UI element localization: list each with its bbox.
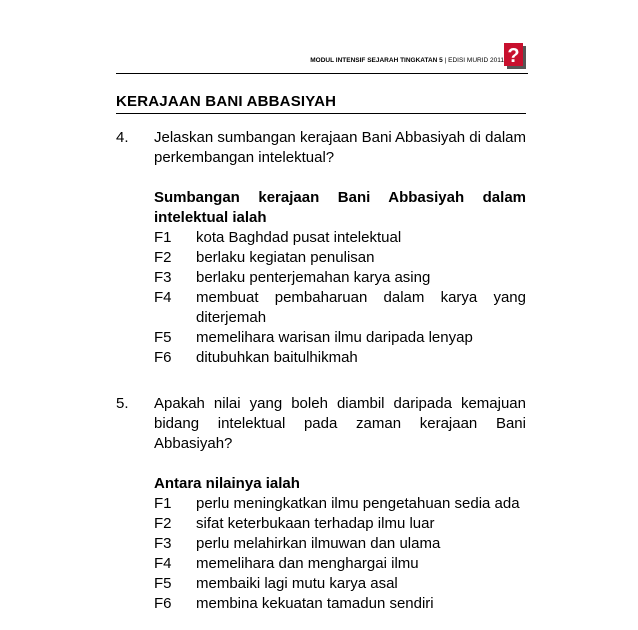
answer-item [154,248,526,268]
answer-item [154,514,526,534]
item-code: F4 [154,555,172,572]
item-text: memelihara dan menghargai ilmu [196,555,419,572]
question-block [116,394,526,614]
item-code: F5 [154,575,172,592]
edition-label: EDISI MURID 2011 [448,57,504,64]
item-code: F4 [154,289,172,306]
item-code: F6 [154,349,172,366]
item-text: berlaku penterjemahan karya asing [196,269,431,286]
module-title: MODUL INTENSIF SEJARAH TINGKATAN 5 [310,57,443,64]
item-text: perlu melahirkan ilmuwan dan ulama [196,535,441,552]
item-code: F2 [154,249,172,266]
answer-item [154,574,526,594]
answer-item [154,554,526,574]
question-number: 5. [116,395,129,412]
section-title-underline [116,113,526,114]
header-separator: | [442,57,449,64]
item-text: memelihara warisan ilmu daripada lenyap [196,329,473,346]
page-header [116,43,528,73]
item-code: F3 [154,269,172,286]
question-mark-logo-icon [504,43,526,69]
answer-item [154,228,526,248]
question-block [116,128,526,368]
answer-item [154,328,526,348]
answer-item [154,268,526,288]
answer-item [154,494,526,514]
item-text: ditubuhkan baitulhikmah [196,349,358,366]
svg-text:?: ? [507,45,520,67]
item-text: berlaku kegiatan penulisan [196,249,375,266]
item-text: membaiki lagi mutu karya asal [196,575,398,592]
answer-item [154,348,526,368]
item-code: F6 [154,595,172,612]
item-code: F5 [154,329,172,346]
item-code: F1 [154,229,172,246]
item-text: kota Baghdad pusat intelektual [196,229,402,246]
answer-item [154,534,526,554]
item-text: perlu meningkatkan ilmu pengetahuan sedia ada [196,495,520,512]
item-code: F3 [154,535,172,552]
item-text: membuat pembaharuan dalam karya yang diterjemah [196,289,526,326]
question-text: Jelaskan sumbangan kerajaan Bani Abbasiyah di dalam perkembangan intelektual? [154,129,526,166]
answer-item [154,594,526,614]
question-number: 4. [116,129,129,146]
answer-heading: Antara nilainya ialah [154,475,300,492]
question-text: Apakah nilai yang boleh diambil daripada kemajuan bidang intelektual pada zaman kerajaan Bani Abbasiyah? [154,395,526,452]
item-code: F2 [154,515,172,532]
answer-heading: Sumbangan kerajaan Bani Abbasiyah dalam intelektual ialah [154,189,526,226]
answer-item [154,288,526,328]
item-text: membina kekuatan tamadun sendiri [196,595,434,612]
header-text [310,57,504,64]
item-code: F1 [154,495,172,512]
header-divider [116,73,528,74]
section-title: KERAJAAN BANI ABBASIYAH [116,93,337,110]
item-text: sifat keterbukaan terhadap ilmu luar [196,515,435,532]
